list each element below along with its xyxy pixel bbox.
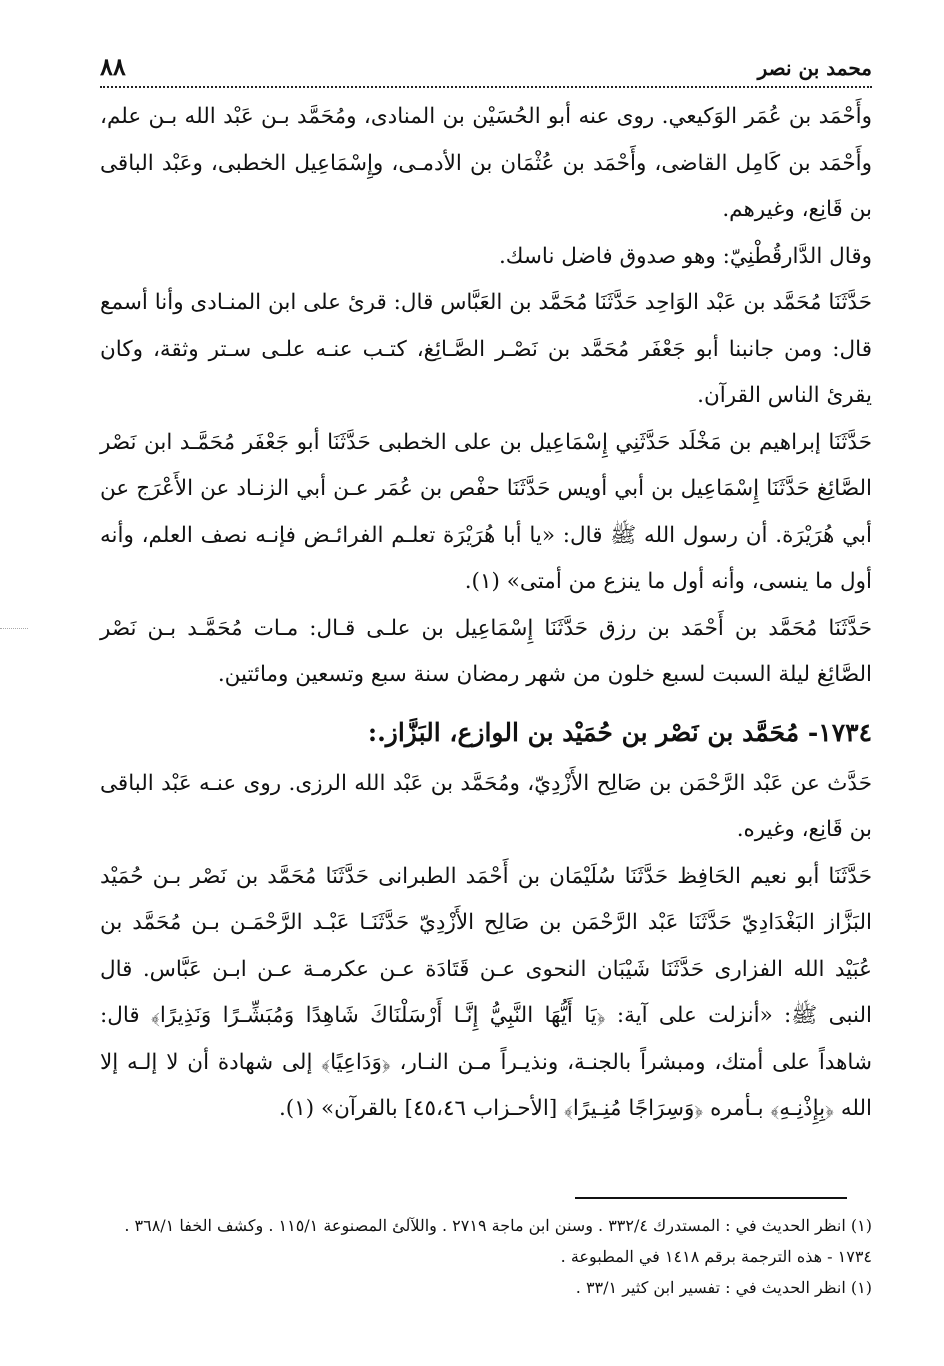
footnote: (١) انظر الحديث في : المستدرك ٣٣٢/٤ . وسنن ابن ماجة ٢٧١٩ . واللآلئ المصنوعة ١١٥/١ . وكشف الخفا ٣٦٨/١ . — [124, 1216, 872, 1235]
paragraph: حَدَّثَنَا مُحَمَّد بن أَحْمَد بن رزق حَدَّثَنَا إِسْمَاعِيل بن علـى قـال: مـات مُحَمَّـد بـن نَصْر الصَّائِغ ليلة السبت لسبع خلون من شهر رمضان سنة سبع وتسعين ومائتين. — [100, 615, 872, 687]
running-title: محمد بن نصر — [757, 56, 872, 80]
footnote-divider — [575, 1197, 847, 1199]
paragraph: حَدَّثَنَا مُحَمَّد بن عَبْد الوَاحِد حَدَّثَنَا مُحَمَّد بن العَبَّاس قال: قرئ على ابن المنـادى وأنا أسمع قال: ومن جانبنا أبو جَعْفَر مُحَمَّد بن نَصْـر الصَّـائِغ، كتـب عنـه علـى سـتر وثقة، وكان يقرئ الناس القرآن. — [100, 290, 872, 408]
paragraph: وأَحْمَد بن عُمَر الوَكيعي. روى عنه أبو الحُسَيْن بن المنادى، ومُحَمَّد بـن عَبْد الله بـن علم، وأَحْمَد بن كَامِل القاضى، وأَحْمَد بن عُثْمَان بن الأدمـى، وإِسْمَاعِيل الخطبى، وعَبْد الباقى بن قَانِع، وغيرهم. — [100, 104, 872, 222]
paragraph: حَدَّث عن عَبْد الرَّحْمَن بن صَالِح الأَزْدِيّ، ومُحَمَّد بن عَبْد الله الرزى. روى عنـه عَبْد الباقى بن قَانِع، وغيره. — [100, 770, 872, 842]
footnote-marker: (١). — [278, 1096, 315, 1121]
footnote: ١٧٣٤ - هذه الترجمة برقم ١٤١٨ في المطبوعة . — [560, 1247, 872, 1266]
paragraph-text: حَدَّثَنَا أبو نعيم الحَافِظ حَدَّثَنَا سُلَيْمَان بن أَحْمَد الطبرانى حَدَّثَنَا مُحَمَّد بن نَصْر بـن حُمَيْد البَزَّاز البَغْدَادِيّ حَدَّثَنَا عَبْد الرَّحْمَن بن صَالِح الأَزْدِيّ حَدَّثَنَـا عَبْـد الرَّحْمَـن بـن مُحَمَّد بن عُبَيْد الله الفزارى حَدَّثَنَا شَيْبَان النحوى عـن قَتَادَة عـن عكرمـة عـن ابـن عَبَّاس. قال النبى ﷺ: «أنزلت على آية: ﴿يَا أَيُّهَا النَّبِيُّ إِنَّـا أَرْسَلْنَاكَ شَاهِدًا وَمُبَشِّـرًا وَنَذِيرًا﴾ قال: شاهداً على أمتك، ومبشراً بالجنـة، ونذيـراً مـن النـار، ﴿وَدَاعِيًا﴾ إلى شهادة أن لا إلـه إلا الله ﴿بِإِذْنِـهِ﴾ بـأمره ﴿وَسِرَاجًا مُنِـيرًا﴾ [الأحـزاب ٤٥،٤٦] بالقرآن» — [100, 863, 872, 1121]
footnotes — [100, 1210, 872, 1303]
page-header — [100, 52, 872, 88]
paragraph: وقال الدَّارقُطْنِيّ: وهو صدوق فاضل ناسك. — [498, 243, 872, 269]
page-number: ٨٨ — [100, 52, 126, 81]
paragraph — [100, 854, 872, 1133]
footnote-marker: (١). — [464, 569, 500, 594]
paragraph — [100, 420, 872, 606]
page-body — [100, 94, 872, 1133]
entry-title: ١٧٣٤- مُحَمَّد بن نَصْر بن حُمَيْد بن الوازع، البَزَّاز.: — [367, 717, 872, 747]
paragraph-text: حَدَّثَنَا إبراهيم بن مَخْلَد حَدَّثَنِي إِسْمَاعِيل بن على الخطبى حَدَّثَنَا أبو جَعْفَر مُحَمَّـد ابن نَصْر الصَّائِغ حَدَّثَنَا إِسْمَاعِيل بن أبي أويس حَدَّثَنَا حفْص بن عُمَر عـن أبي الزنـاد عن الأَعْرَج عن أبي هُرَيْرَة. أن رسول الله ﷺ قال: «يا أبا هُرَيْرَة تعلـم الفرائـض فإنـه نصف العلم، وأنه أول ما ينسى، وأنه أول ما ينزع من أمتى» — [100, 429, 872, 594]
footnote: (١) انظر الحديث في : تفسير ابن كثير ٣٣/١ . — [575, 1278, 872, 1297]
book-page — [100, 52, 872, 1133]
scan-edge-mark — [0, 628, 28, 629]
